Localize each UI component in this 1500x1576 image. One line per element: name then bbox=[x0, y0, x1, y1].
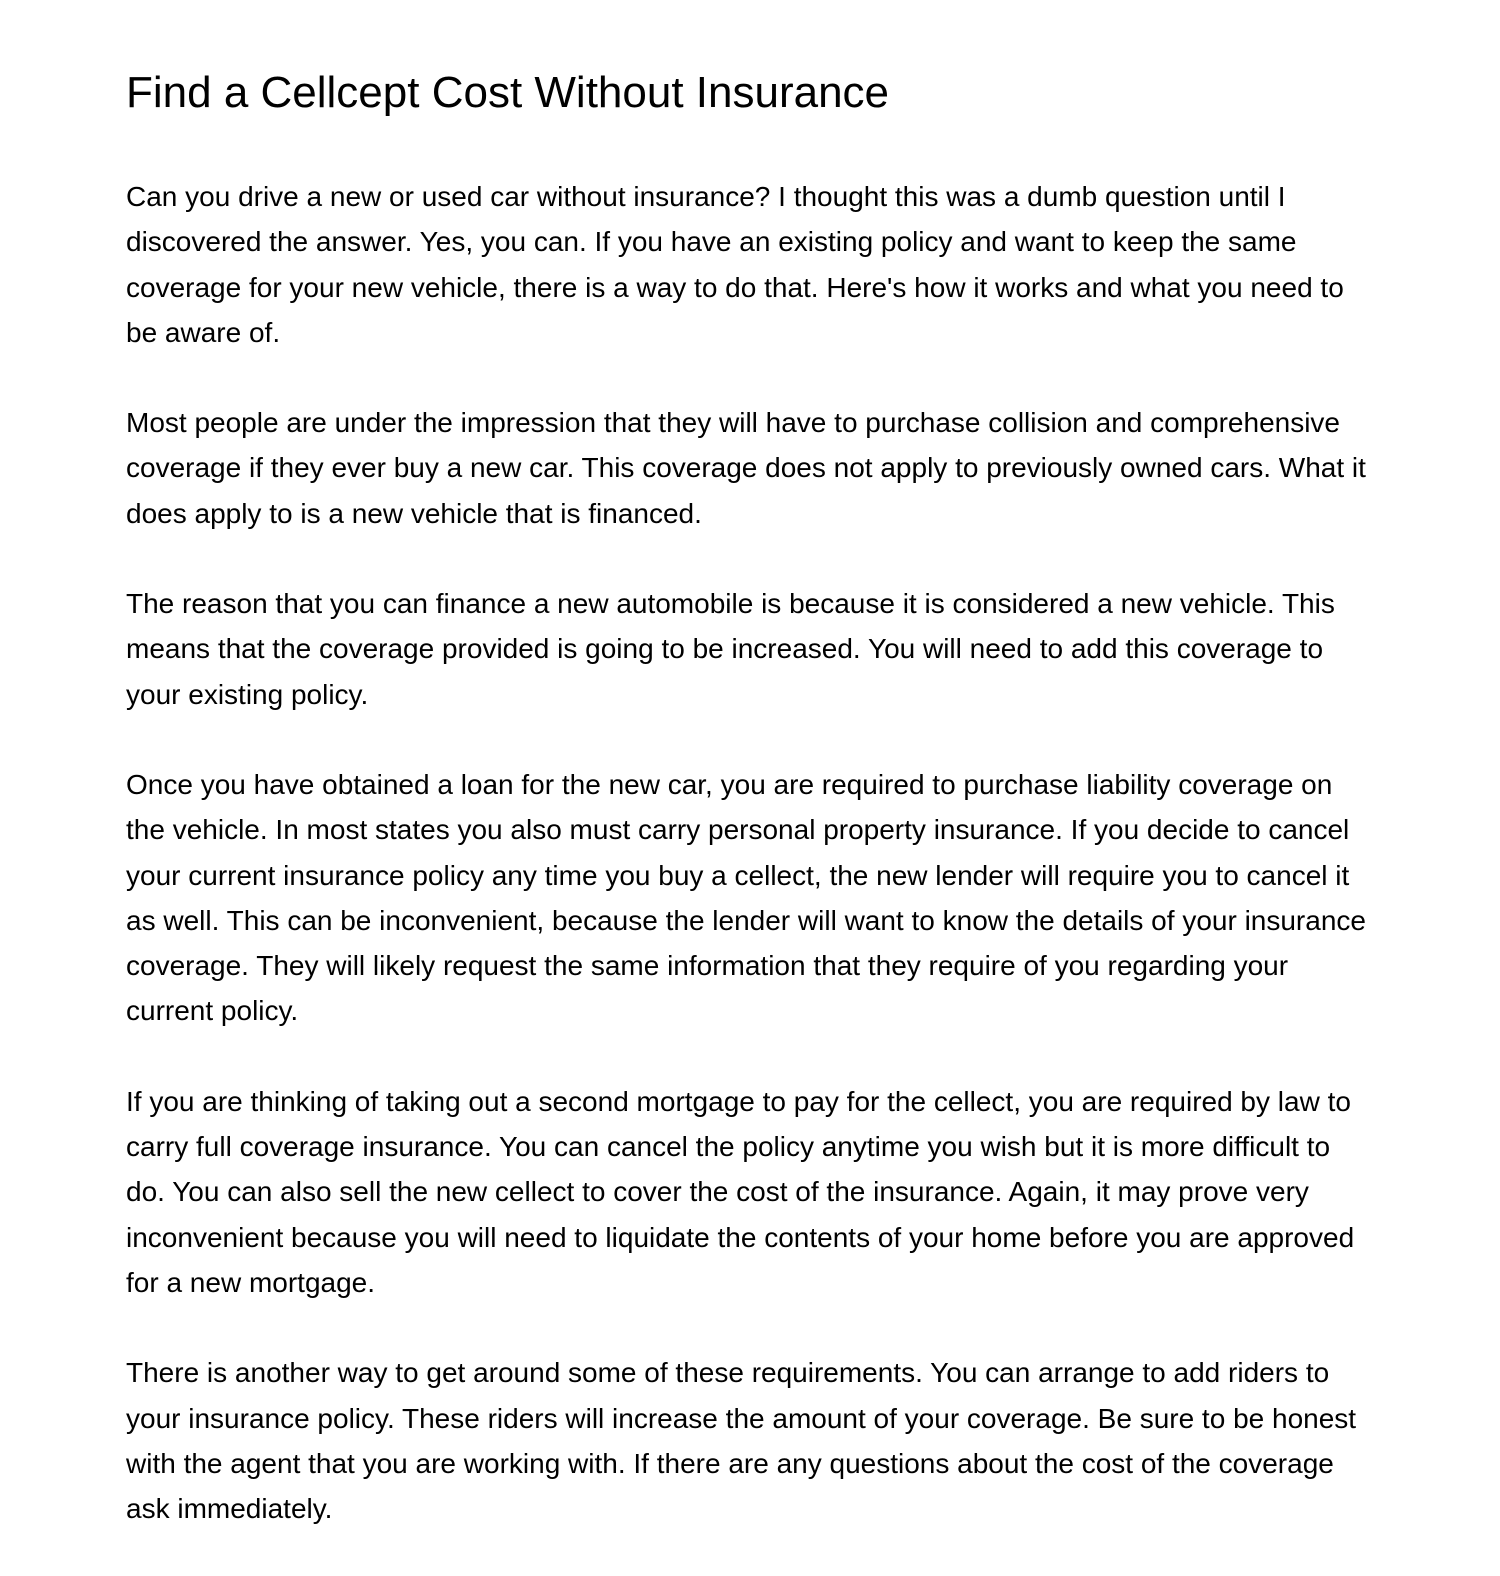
paragraph-2: Most people are under the impression that they will have to purchase collision and comprehensive coverage if they ever buy a new car. This coverage does not apply to previously owned cars. What it does apply to is a new vehicle that is financed. bbox=[126, 407, 1366, 529]
document-title: Find a Cellcept Cost Without Insurance bbox=[126, 68, 890, 117]
paragraph-5: If you are thinking of taking out a second mortgage to pay for the cellect, you are required by law to carry full coverage insurance. You can cancel the policy anytime you wish but it is more difficult to do. You can also sell the new cellect to cover the cost of the insurance. Again, it may prove very inconvenient because you will need to liquidate the contents of your home before you are approved for a new mortgage. bbox=[126, 1085, 1355, 1298]
paragraph-6: There is another way to get around some of these requirements. You can arrange to add riders to your insurance policy. These riders will increase the amount of your coverage. Be sure to be honest with the agent that you are working with. If there are any questions about the cost of the coverage ask immediately. bbox=[126, 1357, 1357, 1525]
paragraph-4: Once you have obtained a loan for the new car, you are required to purchase liability coverage on the vehicle. In most states you also must carry personal property insurance. If you decide to cancel your current insurance policy any time you buy a cellect, the new lender will require you to cancel it as well. This can be inconvenient, because the lender will want to know the details of your insurance coverage. They will likely request the same information that they require of you regarding your current policy. bbox=[126, 768, 1366, 1027]
paragraph-3: The reason that you can finance a new automobile is because it is considered a new vehicle. This means that the coverage provided is going to be increased. You will need to add this coverage to your existing policy. bbox=[126, 588, 1335, 710]
document-body bbox=[126, 66, 1374, 1576]
paragraph-1: Can you drive a new or used car without insurance? I thought this was a dumb question until I discovered the answer. Yes, you can. If you have an existing policy and want to keep the same coverage for your new vehicle, there is a way to do that. Here's how it works and what you need to be aware of. bbox=[126, 181, 1344, 348]
